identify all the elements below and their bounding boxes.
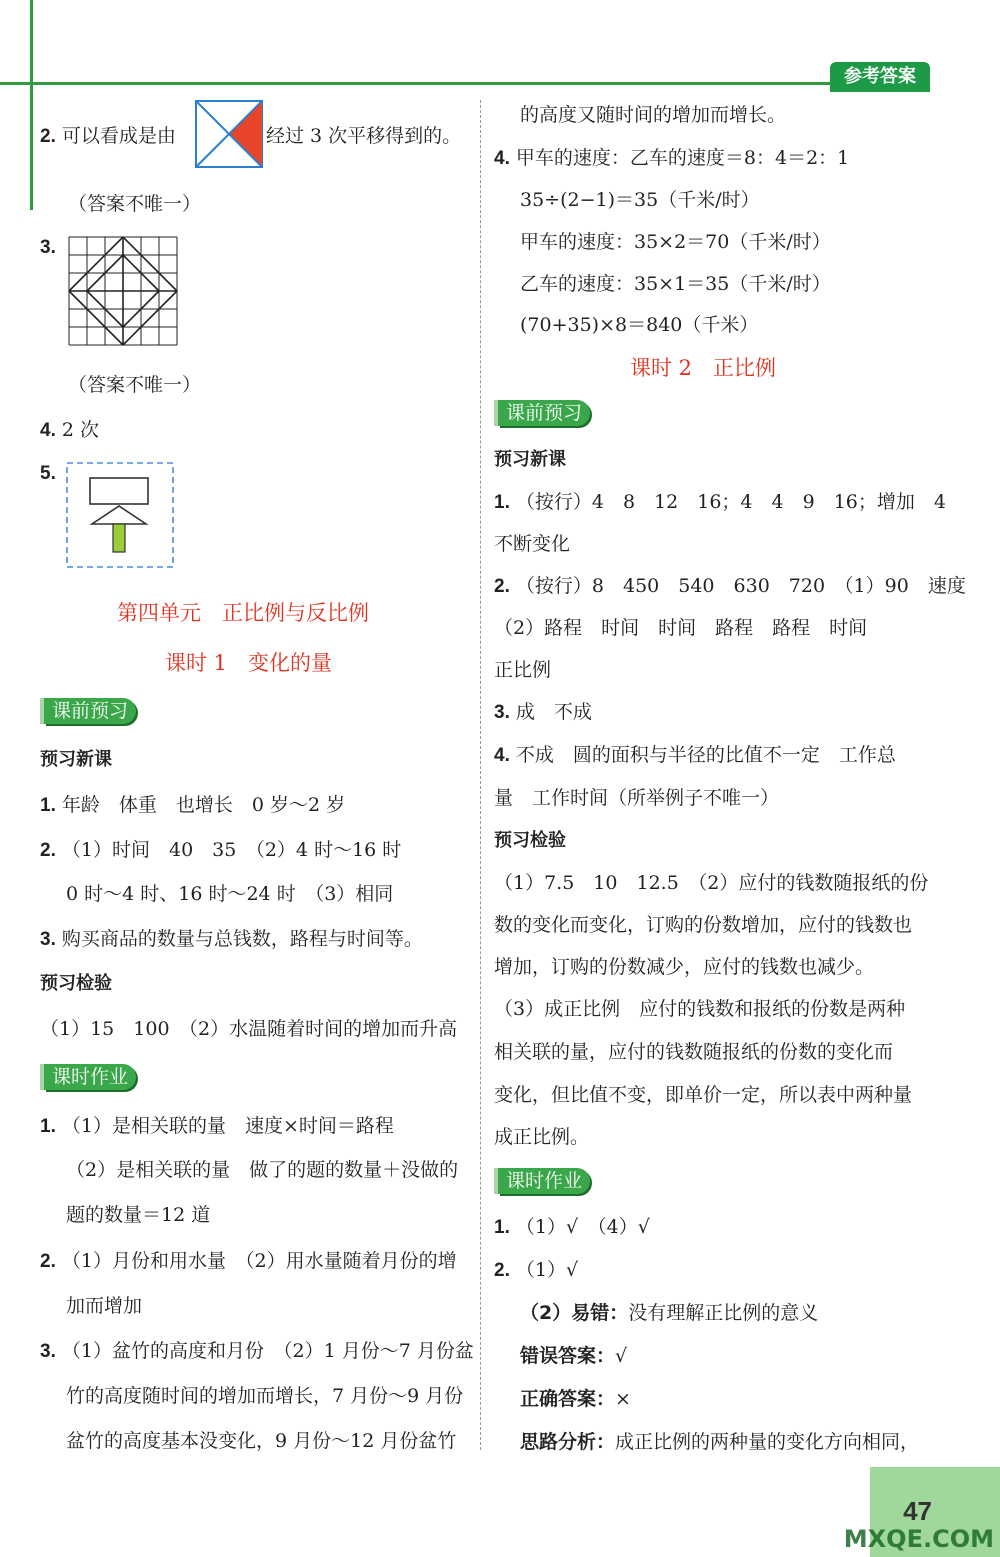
h3-continued: 竹的高度随时间的增加而增长，7 月份～9 月份 <box>66 1385 464 1407</box>
error-label: （2）易错： <box>520 1302 629 1324</box>
h2-continued: 加而增加 <box>66 1295 143 1317</box>
r4-line5: (70+35)×8＝840（千米） <box>520 314 759 336</box>
header-vertical-line <box>30 0 33 210</box>
r0: 的高度又随时间的增加而增长。 <box>520 104 787 126</box>
q5-number: 5. <box>40 463 56 484</box>
h1-continued: （2）是相关联的量 做了的题的数量＋没做的 <box>66 1159 459 1181</box>
b2-wrong-answer <box>520 1344 627 1368</box>
r4-line2: 35÷(2−1)＝35（千米/时） <box>520 189 760 211</box>
q-number: 2. <box>494 576 510 597</box>
h3-continued-2: 盆竹的高度基本没变化，9 月份～12 月份盆竹 <box>66 1430 457 1452</box>
q-number: 1. <box>494 1217 510 1238</box>
error-text: 没有理解正比例的意义 <box>628 1302 819 1324</box>
q-number: 1. <box>40 1116 56 1137</box>
q-number: 2. <box>40 126 56 147</box>
unit-title: 第四单元 正比例与反比例 <box>117 601 369 625</box>
badge-homework-2: 课时作业 <box>498 1168 590 1194</box>
b2 <box>494 1258 578 1283</box>
q-number: 1. <box>494 492 510 513</box>
column-divider <box>480 100 481 1450</box>
subheading-check: 预习检验 <box>40 973 112 994</box>
badge-preview-2: 课前预习 <box>498 400 590 426</box>
p1 <box>40 793 345 818</box>
p2 <box>40 838 401 863</box>
b1-text: （1）√ （4）√ <box>515 1216 650 1238</box>
q2-text-before: 可以看成是由 <box>61 125 176 147</box>
a2 <box>494 574 966 599</box>
a3-text: 成 不成 <box>515 701 592 723</box>
header-tab: 参考答案 <box>830 62 930 92</box>
c2: 数的变化而变化，订购的份数增加，应付的钱数也 <box>494 914 913 936</box>
r4 <box>494 146 849 171</box>
q3-number: 3. <box>40 237 56 258</box>
a1-text: （按行）4 8 12 16；4 4 9 16；增加 4 <box>515 491 946 513</box>
h1 <box>40 1114 394 1139</box>
a1-continued: 不断变化 <box>494 533 571 555</box>
correct-answer-label: 正确答案： <box>520 1388 616 1410</box>
subheading-preview: 预习新课 <box>40 749 112 770</box>
h3-text: （1）盆竹的高度和月份 （2）1 月份～7 月份盆 <box>61 1340 474 1362</box>
q-number: 2. <box>40 1251 56 1272</box>
lesson-title-1: 课时 1 变化的量 <box>165 651 333 675</box>
a4-text: 不成 圆的面积与半径的比值不一定 工作总 <box>515 744 896 766</box>
q-number: 3. <box>40 1341 56 1362</box>
a4-continued: 量 工作时间（所举例子不唯一） <box>494 787 780 809</box>
a4 <box>494 743 896 768</box>
p1-text: 年龄 体重 也增长 0 岁～2 岁 <box>61 794 346 816</box>
correct-answer-text: × <box>615 1388 631 1410</box>
h2 <box>40 1249 457 1274</box>
h1-continued-2: 题的数量＝12 道 <box>66 1204 211 1226</box>
subheading-check-2: 预习检验 <box>494 830 566 851</box>
c4: （3）成正比例 应付的钱数和报纸的份数是两种 <box>494 998 906 1020</box>
b2-correct-answer <box>520 1387 631 1411</box>
analysis-text: 成正比例的两种量的变化方向相同， <box>615 1431 920 1453</box>
b2-text: （1）√ <box>515 1259 579 1281</box>
watermark: MXQE.COM <box>843 1525 994 1553</box>
p2-continued: 0 时～4 时、16 时～24 时 （3）相同 <box>66 883 394 905</box>
c6: 变化，但比值不变，即单价一定，所以表中两种量 <box>494 1084 913 1106</box>
r4-text: 甲车的速度：乙车的速度＝8：4＝2：1 <box>515 147 850 169</box>
badge-homework-1: 课时作业 <box>44 1064 136 1090</box>
a1 <box>494 490 946 515</box>
wrong-answer-label: 错误答案： <box>520 1345 616 1367</box>
q-number: 4. <box>494 148 510 169</box>
q-number: 3. <box>494 702 510 723</box>
b2-error-type <box>520 1301 818 1325</box>
square-triangle-figure <box>195 100 263 168</box>
q-number: 1. <box>40 795 56 816</box>
check-answer: （1）15 100 （2）水温随着时间的增加而升高 <box>40 1018 458 1040</box>
p3 <box>40 927 423 952</box>
c7: 成正比例。 <box>494 1126 590 1148</box>
q-number: 4. <box>40 420 56 441</box>
q4 <box>40 418 99 443</box>
c1: （1）7.5 10 12.5 （2）应付的钱数随报纸的份 <box>494 872 929 894</box>
h1-text: （1）是相关联的量 速度×时间＝路程 <box>61 1115 394 1137</box>
q-number: 2. <box>40 840 56 861</box>
h3 <box>40 1339 474 1364</box>
q4-text: 2 次 <box>61 419 100 441</box>
q-number: 4. <box>494 745 510 766</box>
q2-note: （答案不唯一） <box>68 193 202 215</box>
p3-text: 购买商品的数量与总钱数，路程与时间等。 <box>61 928 423 950</box>
q-number: 2. <box>494 1260 510 1281</box>
badge-preview-1: 课前预习 <box>44 698 136 724</box>
c5: 相关联的量，应付的钱数随报纸的份数的变化而 <box>494 1041 894 1063</box>
b1 <box>494 1215 650 1240</box>
r4-line4: 乙车的速度：35×1＝35（千米/时） <box>520 273 831 295</box>
left-q2 <box>40 124 176 149</box>
q2-text-after: 经过 3 次平移得到的。 <box>266 125 462 147</box>
analysis-label: 思路分析： <box>520 1431 616 1453</box>
header-line <box>0 82 860 85</box>
grid-pattern-figure <box>68 236 180 348</box>
q3-note: （答案不唯一） <box>68 374 202 396</box>
lesson-title-2: 课时 2 正比例 <box>630 356 777 380</box>
a2-text: （按行）8 450 540 630 720 （1）90 速度 <box>515 575 966 597</box>
b2-analysis <box>520 1430 919 1454</box>
wrong-answer-text: √ <box>615 1345 628 1367</box>
a2-continued-2: 正比例 <box>494 659 552 681</box>
a3 <box>494 700 592 725</box>
h2-text: （1）月份和用水量 （2）用水量随着月份的增 <box>61 1250 457 1272</box>
a2-continued: （2）路程 时间 时间 路程 路程 时间 <box>494 617 868 639</box>
page-number: 47 <box>903 1496 932 1526</box>
subheading-preview-2: 预习新课 <box>494 449 566 470</box>
r4-line3: 甲车的速度：35×2＝70（千米/时） <box>520 231 831 253</box>
tree-figure <box>66 462 176 570</box>
p2-text: （1）时间 40 35 （2）4 时～16 时 <box>61 839 402 861</box>
q-number: 3. <box>40 929 56 950</box>
c3: 增加，订购的份数减少，应付的钱数也减少。 <box>494 956 875 978</box>
